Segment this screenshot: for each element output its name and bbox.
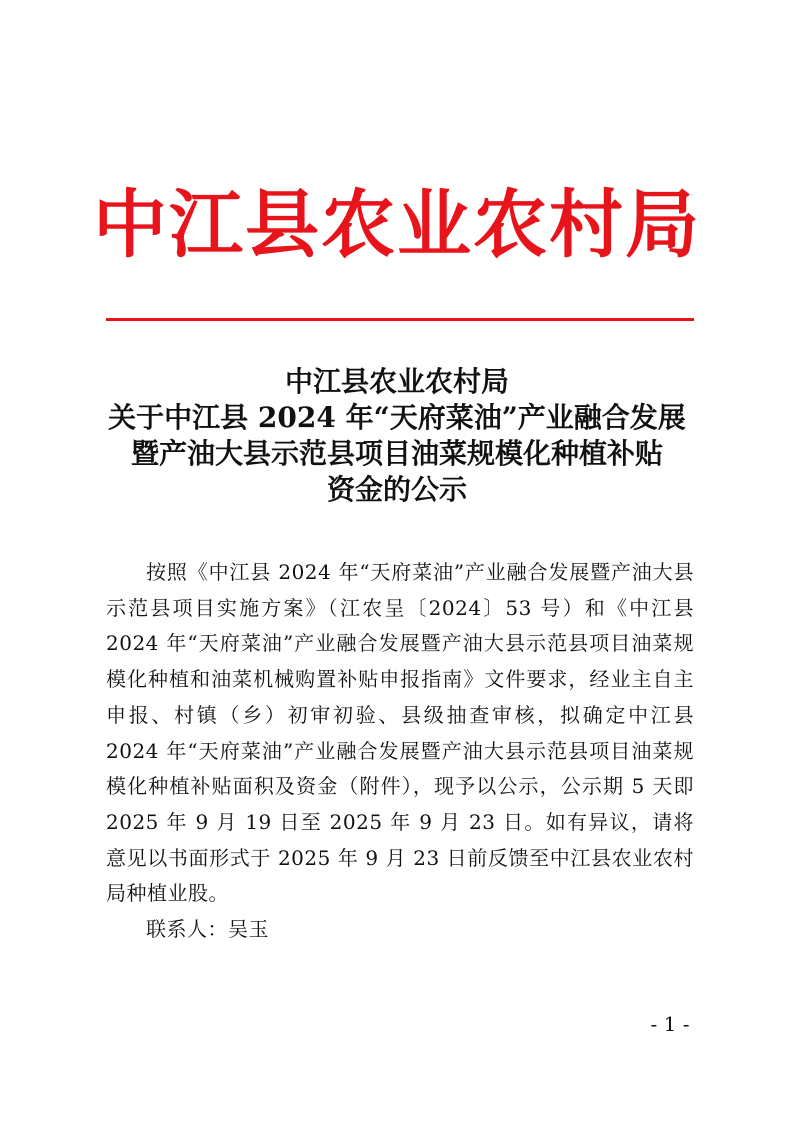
red-divider-line (106, 318, 694, 321)
title-line-2: 关于中江县 2024 年“天府菜油”产业融合发展 (108, 401, 686, 434)
title-line-1: 中江县农业农村局 (284, 365, 509, 398)
page-number: - 1 - (650, 1012, 690, 1036)
document-title (90, 364, 704, 508)
title-line-4: 资金的公示 (326, 473, 467, 506)
body-paragraph: 按照《中江县 2024 年“天府菜油”产业融合发展暨产油大县示范县项目实施方案》（江农呈〔2024〕53 号）和《中江县 2024 年“天府菜油”产业融合发展暨产油大县示范县项目油菜规模化种植和油菜机械购置补贴申报指南》文件要求，经业主自主申报、村镇（乡）初审初验、县级抽查审核，拟确定中江县 2024 年“天府菜油”产业融合发展暨产油大县示范县项目油菜规模化种植补贴面积及资金（附件），现予以公示，公示期 5 天即 2025 年 9 月 19 日至 2025 年 9 月 23 日。如有异议，请将意见以书面形式于 2025 年 9 月 23 日前反馈至中江县农业农村局种植业股。 (106, 560, 694, 906)
title-line-3: 暨产油大县示范县项目油菜规模化种植补贴 (130, 437, 663, 470)
contact-line: 联系人：吴玉 (146, 917, 269, 942)
issuer-red-header: 中江县农业农村局 (93, 182, 701, 268)
document-body (106, 555, 694, 948)
